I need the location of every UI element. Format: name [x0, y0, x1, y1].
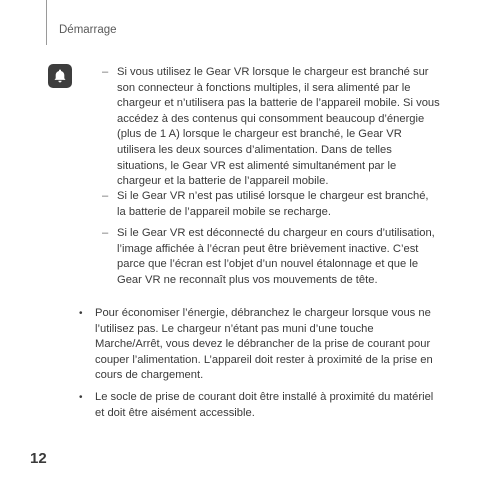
dash-marker: – [102, 227, 109, 239]
note-item-text: Si le Gear VR est déconnecté du chargeur en cours d’utilisation, l’image affichée à l’écran peut être brièvement inactive. C’est parce que l’écran est l’objet d’un nouvel étalonnage et que le Gear VR ne reconnaît plus vos mouvements de tête. [117, 227, 435, 286]
note-item-text: Si le Gear VR n’est pas utilisé lorsque le chargeur est branché, la batterie de l’appareil mobile se recharge. [117, 190, 429, 218]
bullet-marker: • [79, 308, 83, 319]
page-number: 12 [30, 450, 47, 467]
dash-marker: – [102, 66, 109, 78]
note-item-text: Si vous utilisez le Gear VR lorsque le chargeur est branché sur son connecteur à fonctions multiples, il sera alimenté par le chargeur et n’utilisera pas la batterie de l’appareil mobile. Si vous accédez à des contenus qui consomment beaucoup d’énergie (plus de 1 A) lorsque le chargeur est branché, le Gear VR utilisera les deux sources d’alimentation. Dans de telles situations, le Gear VR est alimenté simultanément par le chargeur et la batterie de l’appareil mobile. [117, 66, 440, 188]
header-divider [46, 0, 47, 45]
section-title: Démarrage [59, 24, 117, 36]
bullet-item-text: Pour économiser l’énergie, débranchez le chargeur lorsque vous ne l’utilisez pas. Le chargeur n’étant pas muni d’une touche Marche/Arrêt, vous devez le débrancher de la prise de courant pour couper l’alimentation. L’appareil doit rester à proximité de la prise en cours de chargement. [95, 307, 433, 382]
note-item [95, 226, 440, 288]
dash-marker: – [102, 190, 109, 202]
bullet-item-text: Le socle de prise de courant doit être installé à proximité du matériel et doit être aisément accessible. [95, 391, 434, 419]
bullet-item [79, 306, 441, 384]
note-item [95, 189, 440, 220]
bell-icon [48, 64, 72, 88]
bullet-item [79, 390, 441, 421]
note-item [95, 65, 440, 190]
bullet-marker: • [79, 392, 83, 403]
